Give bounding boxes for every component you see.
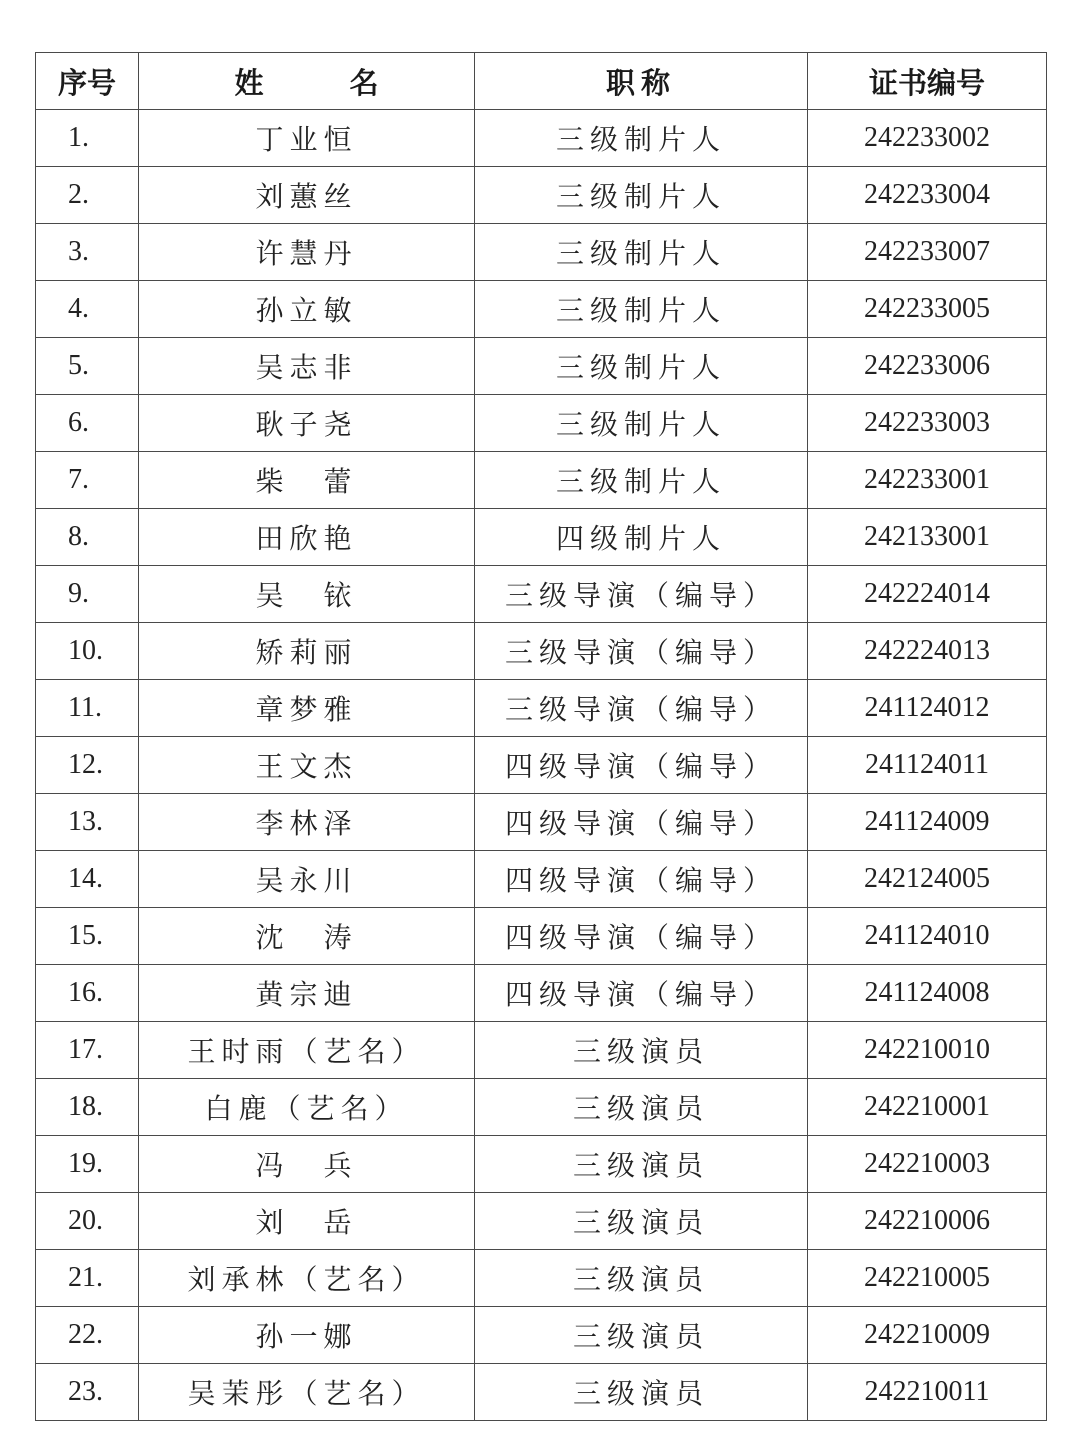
certificate-number-cell-text: 242233001 [864, 464, 990, 495]
serial-number-cell [36, 965, 139, 1022]
name-cell [139, 965, 475, 1022]
title-cell [475, 1307, 808, 1364]
serial-number-cell [36, 1022, 139, 1079]
serial-number-cell [36, 1193, 139, 1250]
name-cell-text: 沈 涛 [255, 921, 358, 954]
certificate-number-cell-text: 241124012 [864, 692, 990, 723]
name-cell-text: 刘承林（艺名） [187, 1263, 426, 1296]
serial-number-cell-text: 8. [68, 521, 89, 552]
table-body [36, 110, 1047, 1421]
title-cell-text: 四级导演（编导） [504, 807, 777, 840]
serial-number-cell [36, 338, 139, 395]
certificate-table [35, 52, 1047, 1421]
title-cell-text: 四级制片人 [555, 522, 726, 555]
table-row [36, 110, 1047, 167]
table-row [36, 851, 1047, 908]
certificate-number-cell-text: 242210003 [864, 1148, 990, 1179]
serial-number-cell [36, 395, 139, 452]
certificate-number-cell-text: 242233005 [864, 293, 990, 324]
name-cell [139, 167, 475, 224]
table-header [36, 53, 1047, 110]
title-cell [475, 851, 808, 908]
certificate-number-cell-text: 242133001 [864, 521, 990, 552]
table-row [36, 1079, 1047, 1136]
serial-number-cell [36, 566, 139, 623]
title-cell-text: 三级导演（编导） [504, 636, 777, 669]
table-row [36, 1307, 1047, 1364]
serial-number-cell [36, 680, 139, 737]
table-row [36, 908, 1047, 965]
title-cell-text: 三级制片人 [555, 123, 726, 156]
table-row [36, 224, 1047, 281]
serial-number-cell-text: 16. [68, 977, 103, 1008]
serial-number-cell-text: 14. [68, 863, 103, 894]
certificate-number-cell-text: 242233004 [864, 179, 990, 210]
name-cell-text: 李林泽 [255, 807, 358, 840]
serial-number-cell-text: 4. [68, 293, 89, 324]
title-cell [475, 794, 808, 851]
title-cell-text: 三级演员 [572, 1206, 709, 1239]
certificate-number-cell [808, 851, 1047, 908]
name-cell [139, 452, 475, 509]
serial-number-cell [36, 281, 139, 338]
title-cell [475, 1136, 808, 1193]
name-cell [139, 908, 475, 965]
serial-number-cell-text: 6. [68, 407, 89, 438]
header-name [139, 53, 475, 110]
serial-number-cell-text: 1. [68, 122, 89, 153]
title-cell-text: 三级演员 [572, 1320, 709, 1353]
serial-number-cell-text: 17. [68, 1034, 103, 1065]
name-cell-text: 刘蕙丝 [255, 180, 358, 213]
table-row [36, 509, 1047, 566]
certificate-number-cell-text: 242224014 [864, 578, 990, 609]
certificate-number-cell-text: 241124011 [865, 749, 989, 780]
serial-number-cell-text: 23. [68, 1376, 103, 1407]
name-cell-text: 吴 铱 [255, 579, 358, 612]
name-cell [139, 1136, 475, 1193]
certificate-number-cell [808, 1079, 1047, 1136]
table-row [36, 1136, 1047, 1193]
name-cell-text: 王时雨（艺名） [187, 1035, 426, 1068]
serial-number-cell-text: 2. [68, 179, 89, 210]
certificate-number-cell [808, 1364, 1047, 1421]
title-cell [475, 452, 808, 509]
title-cell [475, 1364, 808, 1421]
name-cell [139, 737, 475, 794]
table-row [36, 1022, 1047, 1079]
title-cell-text: 三级演员 [572, 1149, 709, 1182]
title-cell [475, 338, 808, 395]
table-row [36, 623, 1047, 680]
table-row [36, 338, 1047, 395]
serial-number-cell [36, 452, 139, 509]
certificate-number-cell-text: 242233003 [864, 407, 990, 438]
name-cell-text: 吴永川 [255, 864, 358, 897]
certificate-number-cell [808, 1136, 1047, 1193]
title-cell [475, 281, 808, 338]
name-cell [139, 338, 475, 395]
title-cell-text: 三级制片人 [555, 465, 726, 498]
title-cell [475, 509, 808, 566]
table-row [36, 1193, 1047, 1250]
header-title: 职称 [475, 53, 808, 110]
certificate-number-cell [808, 965, 1047, 1022]
serial-number-cell-text: 3. [68, 236, 89, 267]
serial-number-cell [36, 1307, 139, 1364]
title-cell-text: 三级制片人 [555, 237, 726, 270]
certificate-number-cell [808, 1193, 1047, 1250]
serial-number-cell [36, 509, 139, 566]
name-cell [139, 566, 475, 623]
header-name-label: 姓 名 [234, 65, 417, 100]
certificate-number-cell-text: 242210001 [864, 1091, 990, 1122]
certificate-number-cell [808, 680, 1047, 737]
serial-number-cell-text: 12. [68, 749, 103, 780]
title-cell [475, 167, 808, 224]
certificate-number-cell [808, 566, 1047, 623]
serial-number-cell [36, 623, 139, 680]
certificate-number-cell [808, 224, 1047, 281]
name-cell-text: 许慧丹 [255, 237, 358, 270]
title-cell [475, 1193, 808, 1250]
name-cell-text: 吴茉彤（艺名） [187, 1377, 426, 1410]
title-cell [475, 566, 808, 623]
name-cell-text: 矫莉丽 [255, 636, 358, 669]
title-cell-text: 三级制片人 [555, 351, 726, 384]
serial-number-cell-text: 5. [68, 350, 89, 381]
title-cell-text: 四级导演（编导） [504, 750, 777, 783]
name-cell-text: 丁业恒 [255, 123, 358, 156]
name-cell [139, 1307, 475, 1364]
title-cell [475, 965, 808, 1022]
table-row [36, 737, 1047, 794]
certificate-number-cell-text: 242210010 [864, 1034, 990, 1065]
title-cell [475, 737, 808, 794]
table-row [36, 566, 1047, 623]
certificate-number-cell [808, 1250, 1047, 1307]
title-cell [475, 623, 808, 680]
table-row [36, 452, 1047, 509]
certificate-number-cell-text: 241124009 [864, 806, 990, 837]
name-cell [139, 395, 475, 452]
certificate-number-cell [808, 908, 1047, 965]
table-row [36, 395, 1047, 452]
certificate-number-cell [808, 1307, 1047, 1364]
title-cell-text: 四级导演（编导） [504, 864, 777, 897]
title-cell [475, 1250, 808, 1307]
certificate-number-cell-text: 242233006 [864, 350, 990, 381]
title-cell [475, 395, 808, 452]
name-cell [139, 1250, 475, 1307]
serial-number-cell-text: 22. [68, 1319, 103, 1350]
name-cell [139, 851, 475, 908]
name-cell-text: 耿子尧 [255, 408, 358, 441]
certificate-number-cell [808, 737, 1047, 794]
serial-number-cell [36, 794, 139, 851]
certificate-number-cell-text: 242233007 [864, 236, 990, 267]
table-row [36, 1250, 1047, 1307]
name-cell-text: 孙立敏 [255, 294, 358, 327]
certificate-number-cell [808, 395, 1047, 452]
name-cell [139, 1022, 475, 1079]
serial-number-cell-text: 18. [68, 1091, 103, 1122]
serial-number-cell [36, 1250, 139, 1307]
serial-number-cell [36, 224, 139, 281]
title-cell-text: 三级制片人 [555, 408, 726, 441]
serial-number-cell [36, 1136, 139, 1193]
certificate-number-cell-text: 241124008 [864, 977, 990, 1008]
header-row [36, 53, 1047, 110]
serial-number-cell-text: 15. [68, 920, 103, 951]
name-cell-text: 柴 蕾 [255, 465, 358, 498]
name-cell [139, 794, 475, 851]
certificate-number-cell [808, 338, 1047, 395]
name-cell-text: 孙一娜 [255, 1320, 358, 1353]
title-cell-text: 四级导演（编导） [504, 978, 777, 1011]
certificate-number-cell [808, 452, 1047, 509]
title-cell-text: 三级导演（编导） [504, 579, 777, 612]
table-row [36, 1364, 1047, 1421]
name-cell [139, 623, 475, 680]
title-cell [475, 1022, 808, 1079]
title-cell-text: 三级演员 [572, 1092, 709, 1125]
certificate-number-cell-text: 242224013 [864, 635, 990, 666]
certificate-number-cell [808, 509, 1047, 566]
certificate-number-cell-text: 242210006 [864, 1205, 990, 1236]
serial-number-cell-text: 19. [68, 1148, 103, 1179]
title-cell-text: 三级制片人 [555, 294, 726, 327]
table-row [36, 167, 1047, 224]
name-cell [139, 509, 475, 566]
title-cell [475, 224, 808, 281]
title-cell-text: 四级导演（编导） [504, 921, 777, 954]
serial-number-cell-text: 20. [68, 1205, 103, 1236]
title-cell [475, 908, 808, 965]
serial-number-cell-text: 11. [68, 692, 102, 723]
certificate-number-cell [808, 623, 1047, 680]
table-row [36, 281, 1047, 338]
table-row [36, 965, 1047, 1022]
certificate-number-cell [808, 110, 1047, 167]
certificate-number-cell [808, 794, 1047, 851]
name-cell-text: 田欣艳 [255, 522, 358, 555]
name-cell [139, 680, 475, 737]
serial-number-cell-text: 7. [68, 464, 89, 495]
table-row [36, 680, 1047, 737]
serial-number-cell [36, 1079, 139, 1136]
certificate-number-cell-text: 242210009 [864, 1319, 990, 1350]
certificate-number-cell [808, 281, 1047, 338]
title-cell [475, 1079, 808, 1136]
name-cell-text: 刘 岳 [255, 1206, 358, 1239]
name-cell [139, 1079, 475, 1136]
serial-number-cell-text: 9. [68, 578, 89, 609]
title-cell-text: 三级导演（编导） [504, 693, 777, 726]
certificate-number-cell-text: 242124005 [864, 863, 990, 894]
name-cell [139, 224, 475, 281]
serial-number-cell-text: 10. [68, 635, 103, 666]
title-cell [475, 110, 808, 167]
certificate-number-cell [808, 167, 1047, 224]
serial-number-cell [36, 167, 139, 224]
certificate-number-cell-text: 242210011 [864, 1376, 990, 1407]
certificate-number-cell [808, 1022, 1047, 1079]
title-cell-text: 三级演员 [572, 1035, 709, 1068]
name-cell-text: 白鹿（艺名） [204, 1092, 409, 1125]
serial-number-cell [36, 1364, 139, 1421]
name-cell [139, 1193, 475, 1250]
serial-number-cell [36, 110, 139, 167]
serial-number-cell-text: 13. [68, 806, 103, 837]
name-cell-text: 王文杰 [255, 750, 358, 783]
serial-number-cell [36, 851, 139, 908]
certificate-number-cell-text: 242233002 [864, 122, 990, 153]
certificate-number-cell-text: 241124010 [864, 920, 990, 951]
name-cell [139, 110, 475, 167]
name-cell-text: 冯 兵 [255, 1149, 358, 1182]
title-cell-text: 三级演员 [572, 1377, 709, 1410]
serial-number-cell [36, 737, 139, 794]
certificate-number-cell-text: 242210005 [864, 1262, 990, 1293]
name-cell [139, 1364, 475, 1421]
header-certificate-number: 证书编号 [808, 53, 1047, 110]
header-serial-number: 序号 [36, 53, 139, 110]
name-cell-text: 章梦雅 [255, 693, 358, 726]
title-cell-text: 三级制片人 [555, 180, 726, 213]
title-cell-text: 三级演员 [572, 1263, 709, 1296]
serial-number-cell [36, 908, 139, 965]
table-row [36, 794, 1047, 851]
title-cell [475, 680, 808, 737]
name-cell-text: 吴志非 [255, 351, 358, 384]
serial-number-cell-text: 21. [68, 1262, 103, 1293]
name-cell [139, 281, 475, 338]
name-cell-text: 黄宗迪 [255, 978, 358, 1011]
